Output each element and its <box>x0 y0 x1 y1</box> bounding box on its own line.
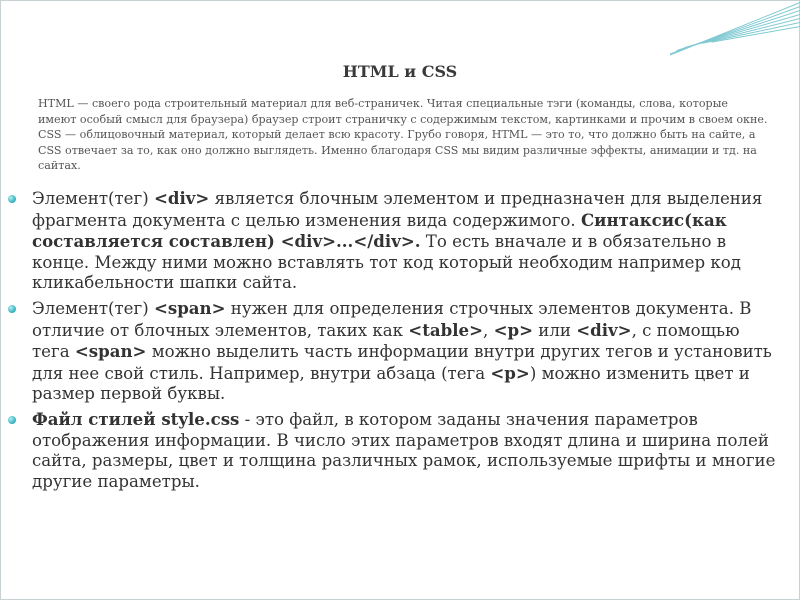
tag-table: <table> <box>408 319 483 340</box>
intro-block <box>38 96 768 174</box>
style-css-title: Файл стилей style.css <box>32 408 240 429</box>
tag-div: <div> <box>576 319 632 340</box>
text: Элемент(тег) <box>32 189 154 208</box>
intro-html: HTML — своего рода строительный материал для веб-страничек. Читая специальные тэги (команды, слова, которые имеют особый смысл для браузера) браузер строит страничку с содержимым текстом, картинками и прочим в своем окне. <box>38 97 768 126</box>
bullet-list <box>20 188 780 496</box>
bullet-div <box>20 188 780 294</box>
text: То есть вначале и в обязательно в конце. Между ними можно вставлять тот код который необходим например код кликабельности шапки сайта. <box>32 232 741 293</box>
tag-p: <p> <box>490 362 530 383</box>
bullet-icon <box>8 305 16 313</box>
bullet-span <box>20 298 780 405</box>
slide-title: HTML и CSS <box>342 62 458 81</box>
corner-decoration <box>670 0 800 60</box>
text: - это файл, в котором заданы значения параметров отображения информации. В число этих параметров входят длина и ширина полей сайта, размеры, цвет и толщина различных рамок, используемые шрифты и многие другие параметры. <box>32 409 776 491</box>
text: , с помощью тега <box>32 320 740 362</box>
bullet-icon <box>8 195 16 203</box>
tag-p: <p> <box>493 319 533 340</box>
syntax-text: Синтаксис(как составляется составлен) <div>...</div>. <box>32 209 727 252</box>
text: нужен для определения строчных элементов документа. В отличие от блочных элементов, таких как <box>32 298 752 340</box>
tag-span: <span> <box>74 341 147 362</box>
text: можно выделить часть информации внутри других тегов и установить для нее свой стиль. Например, внутри абзаца (тега <box>32 342 772 383</box>
tag-span: <span> <box>153 297 226 318</box>
tag-div: <div> <box>153 188 210 208</box>
text: , <box>483 320 494 340</box>
bullet-style-css <box>20 409 780 492</box>
text: Элемент(тег) <box>32 298 154 318</box>
text: является блочным элементом и предназначен для выделения фрагмента документа с целью изменения вида содержимого. <box>32 189 763 230</box>
text: ) можно изменить цвет и размер первой буквы. <box>32 363 750 404</box>
bullet-icon <box>8 416 16 424</box>
intro-css: CSS — облицовочный материал, который делает всю красоту. Грубо говоря, HTML — это то, что должно быть на сайте, а CSS отвечает за то, как оно должно выглядеть. Именно благодаря CSS мы видим различные эффекты, анимации и тд. на сайтах. <box>38 128 757 172</box>
text: или <box>532 320 577 340</box>
